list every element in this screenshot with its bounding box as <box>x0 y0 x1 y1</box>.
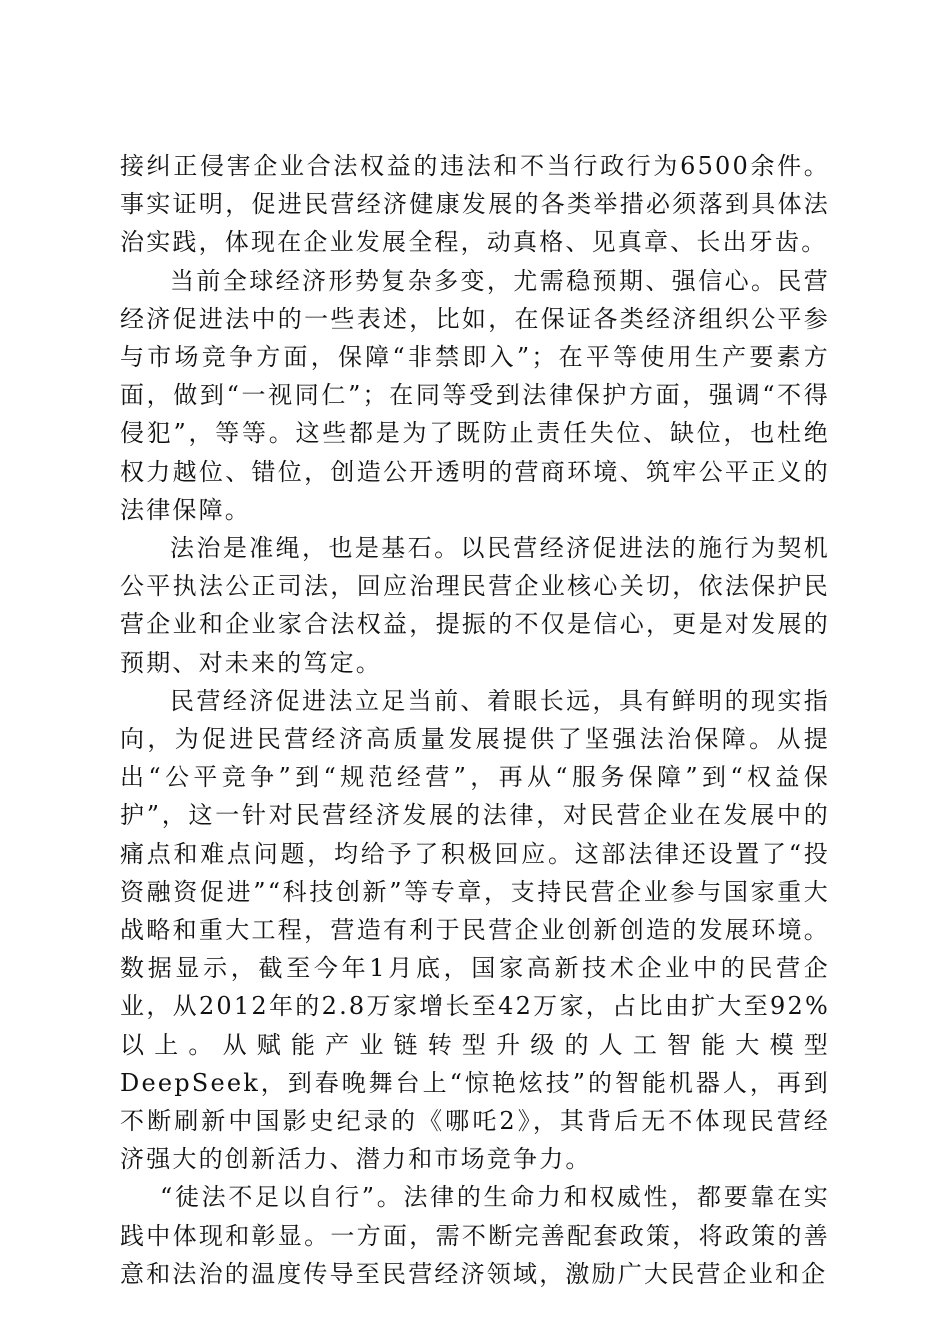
paragraph-5: “徒法不足以自行”。法律的生命力和权威性，都要靠在实践中体现和彰显。一方面，需不断完善配套政策，将政策的善意和法治的温度传导至民营经济领域，激励广大民营企业和企 <box>120 1183 830 1288</box>
paragraph-4: 民营经济促进法立足当前、着眼长远，具有鲜明的现实指向，为促进民营经济高质量发展提供了坚强法治保障。从提出“公平竞争”到“规范经营”，再从“服务保障”到“权益保护”，这一针对民营经济发展的法律，对民营企业在发展中的痛点和难点问题，均给予了积极回应。这部法律还设置了“投资融资促进”“科技创新”等专章，支持民营企业参与国家重大战略和重大工程，营造有利于民营企业创新创造的发展环境。数据显示，截至今年1月底，国家高新技术企业中的民营企业，从2012年的2.8万家增长至42万家，占比由扩大至92%以上。从赋能产业链转型升级的人工智能大模型DeepSeek，到春晚舞台上“惊艳炫技”的智能机器人，再到不断刷新中国影史纪录的《哪吒2》，其背后无不体现民营经济强大的创新活力、潜力和市场竞争力。 <box>120 686 830 1174</box>
paragraph-2: 当前全球经济形势复杂多变，尤需稳预期、强信心。民营经济促进法中的一些表述，比如，在保证各类经济组织公平参与市场竞争方面，保障“非禁即入”；在平等使用生产要素方面，做到“一视同仁”；在同等受到法律保护方面，强调“不得侵犯”，等等。这些都是为了既防止责任失位、缺位，也杜绝权力越位、错位，创造公开透明的营商环境、筑牢公平正义的法律保障。 <box>120 266 830 524</box>
paragraph-1: 接纠正侵害企业合法权益的违法和不当行政行为6500余件。事实证明，促进民营经济健康发展的各类举措必须落到具体法治实践，体现在企业发展全程，动真格、见真章、长出牙齿。 <box>120 152 830 257</box>
document-body <box>120 147 830 1293</box>
paragraph-3: 法治是准绳，也是基石。以民营经济促进法的施行为契机公平执法公正司法，回应治理民营企业核心关切，依法保护民营企业和企业家合法权益，提振的不仅是信心，更是对发展的预期、对未来的笃定。 <box>120 534 830 677</box>
